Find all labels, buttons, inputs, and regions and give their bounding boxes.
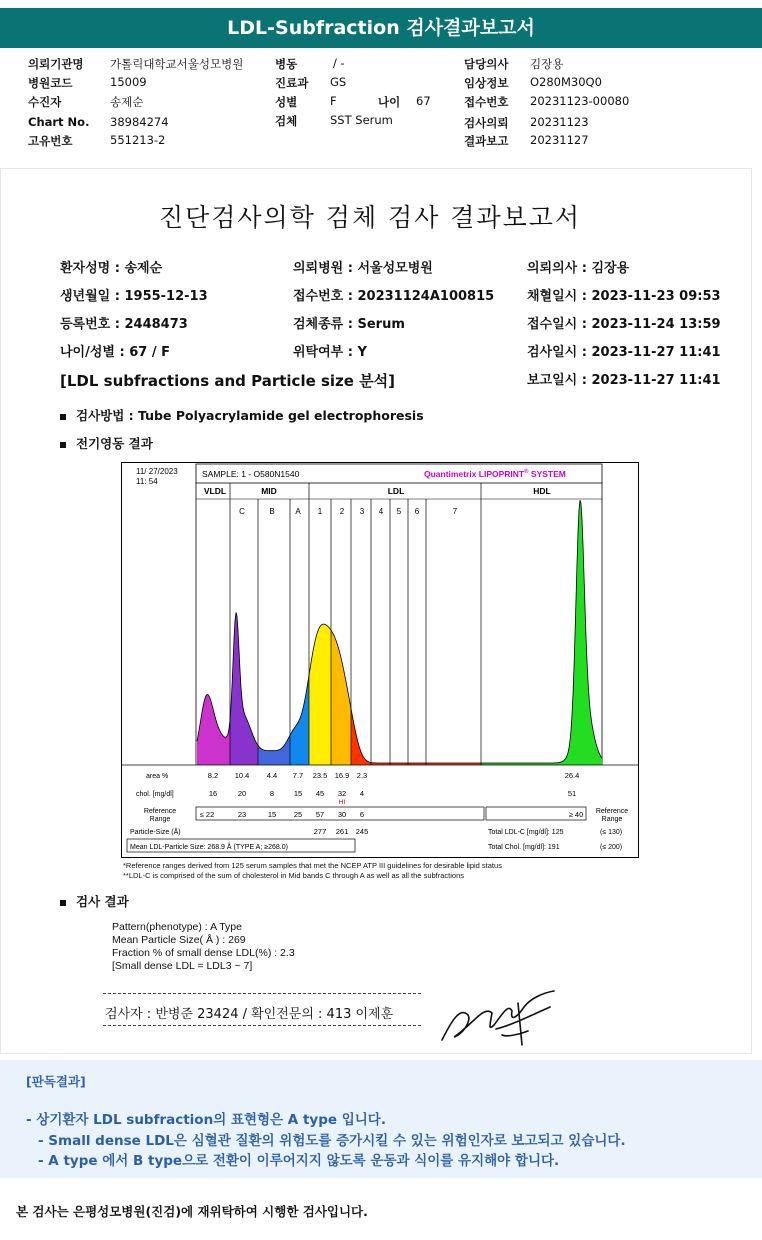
chol-label: chol. [mg/dl] [136, 791, 174, 798]
group-label-ldl: LDL [387, 486, 405, 496]
reference-value: 30 [337, 810, 347, 819]
header-label: 담당의사 [464, 57, 509, 71]
band-label-b: B [269, 507, 275, 516]
bullet-icon [60, 900, 66, 906]
header-label: 나이 [378, 95, 401, 109]
area-value: 8.2 [207, 771, 219, 780]
header-value: SST Serum [330, 113, 393, 127]
reference-value: 57 [315, 810, 325, 819]
particle-size-value: 261 [335, 827, 349, 836]
chart-date: 11/ 27/2023 [136, 467, 178, 476]
reference-value: 25 [293, 810, 303, 819]
signature-bottom-rule [103, 1025, 421, 1026]
section-heading: [LDL subfractions and Particle size 분석] [60, 372, 396, 390]
header-label: 임상정보 [464, 76, 509, 90]
area-value: 23.5 [312, 771, 328, 780]
result-line: Fraction % of small dense LDL(%) : 2.3 [112, 947, 295, 959]
chart-sample: SAMPLE: 1 - O580N1540 [202, 469, 300, 479]
chart-time: 11: 54 [136, 477, 158, 486]
chol-value: 32 [337, 789, 347, 798]
requesting-doctor: 의뢰의사 : 김장용 [527, 261, 630, 276]
method-line [60, 406, 424, 424]
chart-svg [122, 463, 638, 857]
report-banner: LDL-Subfraction 검사결과보고서 [0, 8, 762, 48]
group-label-vldl: VLDL [203, 486, 227, 496]
header-label: 진료과 [275, 76, 309, 90]
reference-label: Reference [143, 808, 177, 815]
header-value: 551213-2 [110, 133, 166, 147]
signature-image [432, 985, 562, 1051]
header-value: 20231123-00080 [530, 94, 630, 108]
total-ldl: Total LDL-C [mg/dl]: 125 [488, 829, 564, 836]
interpretation-title: [판독결과] [26, 1074, 86, 1089]
electrophoresis-chart [121, 462, 639, 858]
header-value: 38984274 [110, 115, 169, 129]
band-label-2: 2 [339, 507, 345, 516]
particle-size-value: 245 [355, 827, 369, 836]
signature-top-rule [103, 993, 421, 994]
header-label: 검사의뢰 [464, 116, 509, 130]
chol-value: 45 [315, 789, 325, 798]
report-title: 진단검사의학 검체 검사 결과보고서 [158, 203, 582, 232]
particle-size-label: Particle-Size (Å) [130, 829, 181, 836]
requesting-hospital: 의뢰병원 : 서울성모병원 [293, 261, 433, 276]
signer-info: 검사자 : 반병준 23424 / 확인전문의 : 413 이제훈 [105, 1007, 394, 1022]
chol-value: 20 [237, 789, 247, 798]
header-value: 가톨릭대학교서울성모병원 [110, 57, 244, 71]
outsourced-flag: 위탁여부 : Y [293, 345, 367, 360]
patient-age-sex: 나이/성별 : 67 / F [60, 345, 171, 360]
total-chol: Total Chol. [mg/dl]: 191 [488, 844, 560, 851]
header-value: 송제순 [110, 95, 144, 109]
total-chol-reference: (≤ 200) [600, 844, 623, 851]
header-label: 병동 [275, 57, 298, 71]
header-info [0, 54, 762, 154]
band-label-7: 7 [452, 507, 458, 516]
group-label-mid: MID [261, 486, 277, 496]
reference-value: 15 [267, 810, 277, 819]
area-value: 4.4 [266, 771, 278, 780]
reference-value: 6 [359, 810, 365, 819]
header-value: / - [333, 56, 345, 70]
patient-name: 환자성명 : 송제순 [60, 261, 163, 276]
header-label: 병원코드 [28, 76, 73, 90]
result-heading-text: 검사 결과 [76, 894, 129, 909]
receipt-number: 접수번호 : 20231124A100815 [293, 289, 495, 304]
specimen-type: 검체종류 : Serum [293, 317, 405, 332]
method-text: 검사방법 : Tube Polyacrylamide gel electrophoresis [76, 408, 424, 423]
reference-value: ≤ 22 [199, 810, 215, 819]
mean-particle-size: Mean LDL-Particle Size: 268.9 Å (TYPE A; ≥268.0) [130, 844, 288, 851]
band-label-5: 5 [396, 507, 402, 516]
result-line: [Small dense LDL = LDL3 ~ 7] [112, 960, 253, 972]
total-ldl-reference: (≤ 130) [600, 829, 623, 836]
header-value: 20231123 [530, 115, 589, 129]
header-value: 67 [416, 94, 431, 108]
hdl-area-value: 26.4 [564, 771, 580, 780]
chol-value: 8 [269, 789, 275, 798]
chol-value: 16 [208, 789, 218, 798]
interpretation-panel [0, 1060, 762, 1178]
reference-label: Range [149, 816, 171, 823]
header-value: F [330, 94, 337, 108]
header-label: 의뢰기관명 [28, 57, 84, 71]
band-dividers [230, 483, 481, 765]
header-label: 결과보고 [464, 134, 509, 148]
area-value: 7.7 [292, 771, 304, 780]
chart-notes [123, 861, 502, 881]
interpretation-line: - A type 에서 B type으로 전환이 이루어지지 않도록 운동과 식이를 유지해야 합니다. [38, 1153, 560, 1169]
interpretation-line: - Small dense LDL은 심혈관 질환의 위험도를 증가시킬 수 있는 위험인자로 보고되고 있습니다. [38, 1133, 626, 1149]
collected-time: 채혈일시 : 2023-11-23 09:53 [527, 289, 721, 304]
reference-label-right: Range [601, 816, 623, 823]
area-label: area % [146, 773, 169, 780]
band-label-1: 1 [317, 507, 323, 516]
electrophoresis-heading [60, 434, 153, 452]
hdl-reference-value: ≥ 40 [568, 810, 584, 819]
hi-flag: HI [338, 799, 346, 806]
band-label-3: 3 [359, 507, 365, 516]
header-label: 고유번호 [28, 134, 73, 148]
bullet-icon [60, 414, 66, 420]
header-label: 검체 [275, 114, 298, 128]
reported-time: 보고일시 : 2023-11-27 11:41 [527, 373, 721, 388]
reference-label-right: Reference [595, 808, 629, 815]
header-label: 접수번호 [464, 95, 509, 109]
band-label-a: A [295, 507, 301, 516]
hdl-chol-value: 51 [567, 789, 577, 798]
note-line: *Reference ranges derived from 125 serum samples that met the NCEP ATP III guidelines for desirable lipid status [123, 861, 502, 870]
area-value: 2.3 [356, 771, 368, 780]
header-value: 15009 [110, 75, 147, 89]
chol-value: 4 [359, 789, 365, 798]
header-value: GS [330, 75, 347, 89]
result-heading [60, 892, 129, 910]
area-value: 10.4 [234, 771, 250, 780]
received-time: 접수일시 : 2023-11-24 13:59 [527, 317, 721, 332]
group-label-hdl: HDL [533, 486, 551, 496]
interpretation-line: - 상기환자 LDL subfraction의 표현형은 A type 입니다. [26, 1112, 386, 1128]
note-line: **LDL-C is comprised of the sum of cholesterol in Mid bands C through A as well as all the subfractions [123, 871, 465, 880]
bullet-icon [60, 442, 66, 448]
header-value: 20231127 [530, 133, 589, 147]
reference-value: 23 [237, 810, 247, 819]
chol-value: 15 [293, 789, 303, 798]
electrophoresis-heading-text: 전기영동 결과 [76, 436, 153, 451]
band-label-4: 4 [378, 507, 384, 516]
band-label-c: C [239, 507, 245, 516]
header-value: O280M30Q0 [530, 75, 602, 89]
header-label: 성별 [275, 95, 298, 109]
system-label: Quantimetrix LIPOPRINT® SYSTEM [424, 469, 566, 479]
patient-dob: 생년월일 : 1955-12-13 [60, 289, 208, 304]
result-list [112, 921, 295, 973]
footer-note: 본 검사는 은평성모병원(진검)에 재위탁하여 시행한 검사입니다. [16, 1204, 368, 1219]
band-label-6: 6 [414, 507, 420, 516]
result-line: Mean Particle Size( Å ) : 269 [112, 934, 246, 946]
area-value: 16.9 [334, 771, 350, 780]
result-line: Pattern(phenotype) : A Type [112, 921, 242, 933]
patient-reg-no: 등록번호 : 2448473 [60, 317, 188, 332]
tested-time: 검사일시 : 2023-11-27 11:41 [527, 345, 721, 360]
header-label: Chart No. [28, 115, 90, 129]
header-value: 김장용 [530, 57, 564, 71]
header-label: 수진자 [28, 95, 62, 109]
particle-size-value: 277 [313, 827, 327, 836]
